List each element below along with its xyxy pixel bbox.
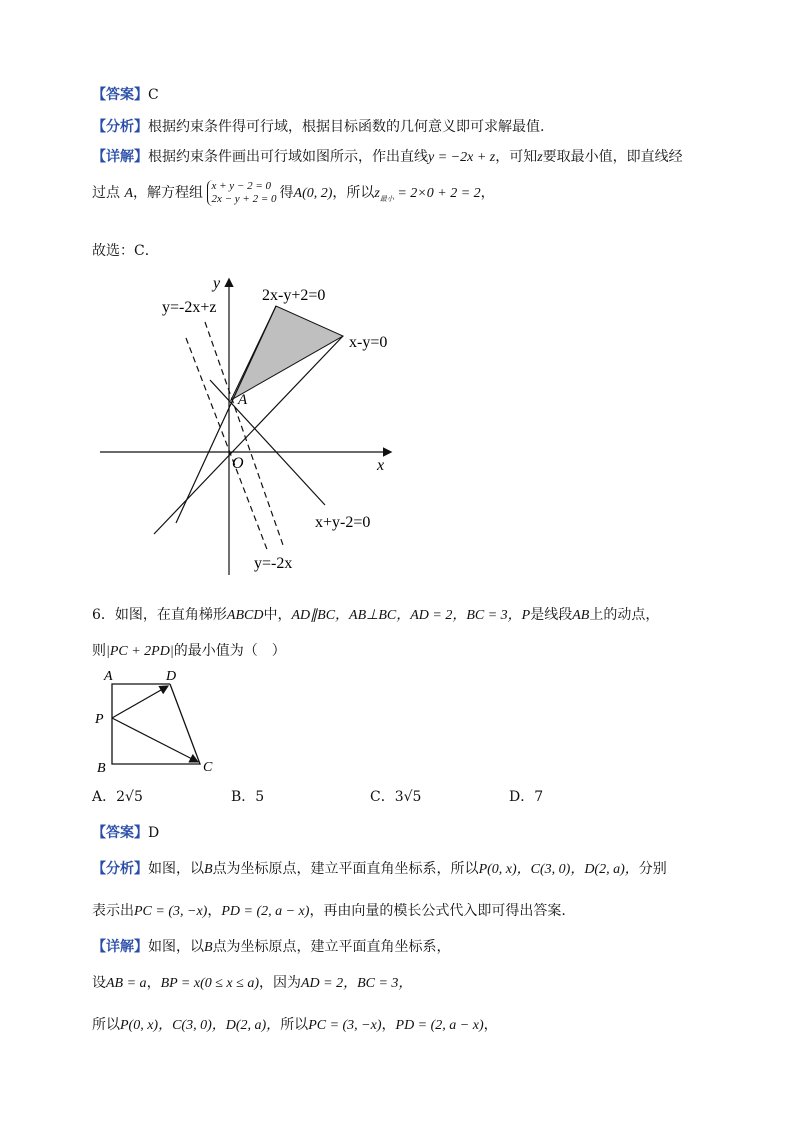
detail-line-2: [92, 180, 495, 206]
label-line-y=-2x: y=-2x: [254, 555, 293, 572]
q6-vector-expression: |PC + 2PD|: [106, 644, 174, 659]
q6-stem-pre: 则: [92, 643, 106, 659]
q6-set-because: ，因为: [258, 975, 301, 991]
trapezoid-outline: [112, 684, 200, 764]
q6-vector-pd: PD = (2, a − x): [221, 904, 310, 919]
q6-stem-4: 上的动点，: [589, 607, 660, 623]
line2-get: 得: [279, 185, 294, 201]
line2-so: ，所以: [332, 185, 375, 201]
q6-so-vector-pd: PD = (2, a − x): [395, 1018, 484, 1033]
q6-detail-tag: 【详解】: [92, 939, 148, 955]
z-min: [374, 186, 480, 201]
line2-mid: ，解方程组: [133, 185, 204, 201]
label-d: D: [166, 669, 177, 684]
q6-so-mid: 所以: [280, 1017, 309, 1033]
label-a: A: [104, 669, 113, 684]
q6-analysis-line-2: [92, 900, 566, 920]
detail-equation: y = −2x + z: [428, 150, 496, 165]
point-a: A: [124, 186, 134, 201]
option-b: B．5: [231, 789, 265, 805]
q6-set-mid: ，: [146, 975, 161, 991]
q6-answer-value: D: [148, 825, 160, 841]
q6-so-pre: 所以: [92, 1017, 120, 1033]
q6-stem-conditions: AD∥BC，AB⊥BC，AD = 2，BC = 3，: [291, 608, 522, 623]
line-x+y-2: [210, 380, 325, 505]
detail-text-2: ，可知: [495, 149, 538, 165]
label-line-y=-2x+z: y=-2x+z: [162, 299, 217, 316]
q6-set-pre: 设: [92, 975, 106, 991]
option-d: D．7: [509, 789, 544, 805]
q6-set-ab: AB = a: [106, 976, 147, 991]
q6-so-line: [92, 1014, 498, 1034]
q6-stem-line-2: [92, 640, 286, 660]
answer-tag: 【答案】: [92, 87, 148, 103]
q6-analysis-line2-post: ，再由向量的模长公式代入即可得出答案.: [309, 903, 566, 919]
analysis-line: [92, 116, 544, 136]
answer-line: [92, 84, 159, 104]
trapezoid-figure: [92, 664, 222, 776]
q6-detail-b: B: [204, 940, 213, 955]
analysis-tag: 【分析】: [92, 119, 148, 135]
analysis-text: 根据约束条件得可行域，根据目标函数的几何意义即可求解最值.: [148, 119, 545, 135]
q6-analysis-tag: 【分析】: [92, 861, 148, 877]
label-c: C: [203, 760, 213, 775]
q6-analysis-2: 点为坐标原点，建立平面直角坐标系，所以: [212, 861, 479, 877]
q6-set-line: [92, 972, 412, 992]
q6-set-bp: BP = x(0 ≤ x ≤ a): [160, 976, 259, 991]
label-line-2x-y+2: 2x-y+2=0: [262, 287, 326, 304]
q6-analysis-points: P(0, x)，C(3, 0)，D(2, a)，: [478, 862, 639, 877]
q6-stem-2: 中，: [263, 607, 292, 623]
z-min-calc: = 2×0 + 2 = 2: [393, 186, 481, 201]
point-a-coords: A(0, 2): [293, 186, 333, 201]
line-2x-y+2: [176, 306, 276, 523]
q6-stem-3: 是线段: [530, 607, 573, 623]
q6-answer-line: [92, 822, 159, 842]
option-c: C．3√5: [370, 789, 422, 805]
detail-line: [92, 146, 683, 166]
choose-text: 故选：C．: [92, 243, 159, 259]
q6-stem-p: P: [521, 608, 531, 623]
label-b: B: [97, 761, 106, 776]
label-line-x+y-2: x+y-2=0: [315, 514, 371, 531]
label-p: P: [95, 712, 104, 727]
q6-vector-pc: PC = (3, −x): [134, 904, 208, 919]
detail-text-1: 根据约束条件画出可行域如图所示，作出直线: [148, 149, 428, 165]
q6-analysis-3: 分别: [638, 861, 667, 877]
answer-value: C: [148, 87, 159, 103]
label-origin: O: [232, 455, 244, 472]
system-eq-1: x + y − 2 = 0: [211, 180, 272, 192]
detail-z: z: [537, 150, 543, 165]
q6-so-points: P(0, x)，C(3, 0)，D(2, a)，: [120, 1018, 281, 1033]
detail-text-3: 要取最小值，即直线经: [542, 149, 683, 165]
choose-line: [92, 240, 159, 260]
label-line-x-y: x-y=0: [349, 334, 388, 351]
label-point-a: A: [238, 392, 248, 408]
z-min-symbol: z: [374, 186, 380, 201]
label-x: x: [377, 457, 385, 474]
line2-pre: 过点: [92, 185, 120, 201]
q6-stem-ab: AB: [572, 608, 590, 623]
q6-so-vector-pc: PC = (3, −x): [308, 1018, 382, 1033]
q6-analysis-b: B: [204, 862, 213, 877]
option-a: A．2√5: [92, 789, 143, 805]
q6-detail-1: 如图，以: [148, 939, 204, 955]
q6-analysis-1: 如图，以: [148, 861, 204, 877]
q6-detail-line: [92, 936, 451, 956]
q6-so-end: ，: [483, 1017, 498, 1033]
q6-so-sep: ，: [381, 1017, 396, 1033]
label-y: y: [213, 275, 221, 292]
vector-pd: [112, 686, 168, 718]
q6-analysis-line2-pre: 表示出: [92, 903, 134, 919]
feasible-region-figure: [95, 270, 405, 580]
z-min-subscript: 最小: [379, 194, 394, 203]
q6-analysis-line: [92, 858, 667, 878]
q6-analysis-sep: ，: [207, 903, 222, 919]
q6-stem-post: 的最小值为（ ）: [173, 643, 286, 659]
q6-stem-line-1: [92, 604, 659, 624]
q6-set-ad-bc: AD = 2，BC = 3，: [300, 976, 413, 991]
equation-system: [207, 180, 279, 206]
q6-answer-tag: 【答案】: [92, 825, 148, 841]
q6-stem-1: 6．如图，在直角梯形: [92, 607, 227, 623]
detail-tag: 【详解】: [92, 149, 148, 165]
q6-detail-2: 点为坐标原点，建立平面直角坐标系，: [212, 939, 451, 955]
q6-stem-abcd: ABCD: [226, 608, 264, 623]
line2-end: ，: [480, 185, 495, 201]
system-eq-2: 2x − y + 2 = 0: [211, 193, 277, 205]
